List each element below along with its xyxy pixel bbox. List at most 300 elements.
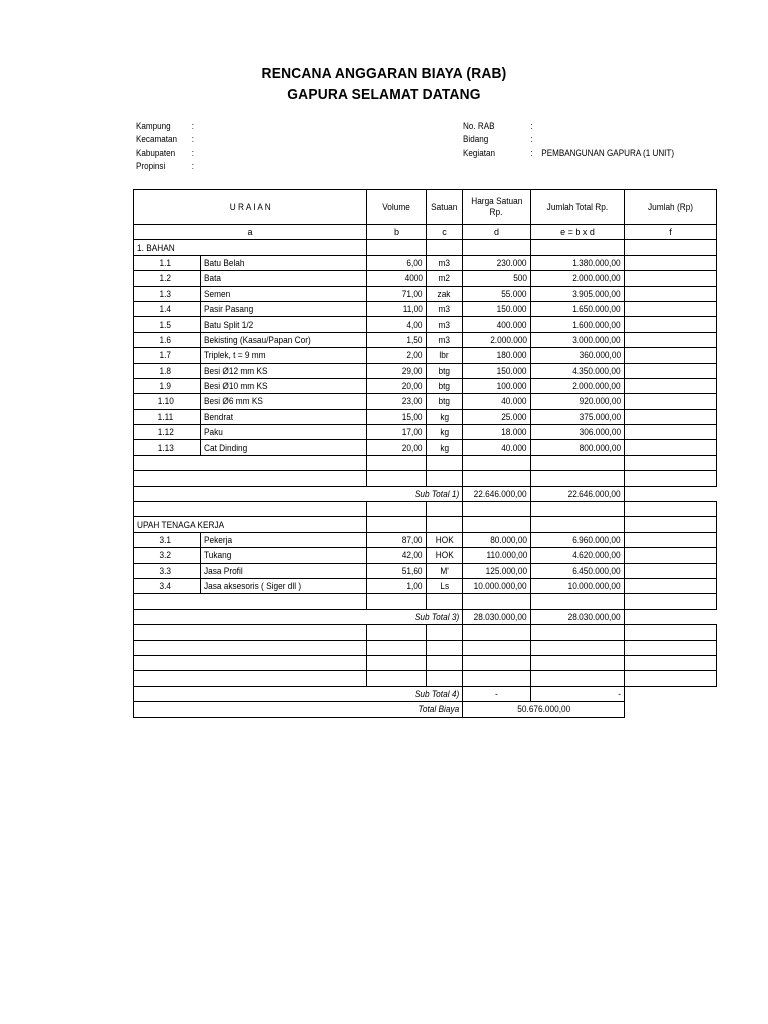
item-no-text: 1.12 bbox=[157, 427, 174, 438]
header-harga-line1: Harga Satuan bbox=[470, 196, 523, 206]
item-total-text: 360.000,00 bbox=[579, 350, 621, 361]
cell-empty bbox=[531, 594, 625, 609]
item-volume bbox=[367, 301, 427, 316]
item-total-text: 375.000,00 bbox=[579, 411, 621, 422]
empty-row bbox=[134, 625, 717, 640]
cell-empty bbox=[427, 671, 463, 686]
info-label: Bidang bbox=[463, 134, 489, 145]
cell-empty bbox=[134, 594, 367, 609]
subtotal-4-e-text: - bbox=[495, 688, 498, 699]
header-jumlah bbox=[625, 190, 717, 225]
letter-e: e = b x d bbox=[531, 225, 625, 240]
cell-empty bbox=[463, 625, 531, 640]
item-harga bbox=[463, 563, 531, 578]
item-jumlah bbox=[625, 301, 717, 316]
item-satuan bbox=[427, 317, 463, 332]
item-volume-text: 71,00 bbox=[402, 288, 423, 299]
item-harga-text: 150.000 bbox=[497, 365, 527, 376]
item-satuan bbox=[427, 548, 463, 563]
item-volume-text: 87,00 bbox=[402, 535, 423, 545]
item-volume bbox=[367, 317, 427, 332]
table-row bbox=[134, 409, 717, 424]
item-satuan-text: btg bbox=[438, 365, 451, 376]
subtotal-1 bbox=[134, 486, 717, 501]
header-harga-line2: Rp. bbox=[490, 207, 503, 217]
item-volume bbox=[367, 548, 427, 563]
item-harga-text: 150.000 bbox=[497, 304, 527, 315]
item-harga-text: 100.000 bbox=[497, 381, 527, 392]
item-no bbox=[134, 301, 201, 316]
item-no bbox=[134, 348, 201, 363]
item-total bbox=[531, 409, 625, 424]
info-separator: : bbox=[530, 121, 533, 131]
cell-empty bbox=[427, 240, 463, 255]
item-name-text: Cat Dinding bbox=[204, 442, 248, 453]
letter-d: d bbox=[463, 225, 531, 240]
cell-empty bbox=[531, 517, 625, 532]
item-satuan bbox=[427, 348, 463, 363]
section-upah-title bbox=[134, 517, 717, 532]
item-name bbox=[201, 317, 367, 332]
cell-empty bbox=[463, 517, 531, 532]
item-volume bbox=[367, 425, 427, 440]
item-satuan bbox=[427, 532, 463, 547]
item-name bbox=[201, 548, 367, 563]
item-volume-text: 1,50 bbox=[406, 334, 423, 345]
table-row bbox=[134, 332, 717, 347]
item-volume bbox=[367, 440, 427, 455]
total-value-text: 50.676.000,00 bbox=[517, 704, 570, 715]
info-right bbox=[463, 120, 733, 160]
cell-empty bbox=[427, 655, 463, 670]
item-harga bbox=[463, 301, 531, 316]
header-volume-text: Volume bbox=[382, 202, 411, 212]
cell-empty bbox=[367, 594, 427, 609]
cell-empty bbox=[367, 517, 427, 532]
item-harga bbox=[463, 255, 531, 270]
item-name-text: Jasa Profil bbox=[204, 565, 243, 576]
table-row bbox=[134, 317, 717, 332]
item-no bbox=[134, 332, 201, 347]
item-harga bbox=[463, 532, 531, 547]
item-total-text: 4.620.000,00 bbox=[572, 550, 621, 561]
cell-empty bbox=[427, 640, 463, 655]
cell-empty bbox=[367, 471, 427, 486]
subtotal-4 bbox=[134, 686, 717, 701]
document-subtitle: GAPURA SELAMAT DATANG bbox=[287, 86, 481, 103]
item-harga bbox=[463, 409, 531, 424]
item-no bbox=[134, 286, 201, 301]
table-row bbox=[134, 532, 717, 547]
info-separator: : bbox=[191, 134, 195, 145]
cell-empty bbox=[134, 455, 367, 470]
item-name-text: Besi Ø10 mm KS bbox=[204, 381, 268, 392]
item-volume bbox=[367, 532, 427, 547]
table-row bbox=[134, 563, 717, 578]
info-label: No. RAB bbox=[463, 121, 495, 131]
item-volume-text: 11,00 bbox=[402, 304, 423, 315]
info-label: Kampung bbox=[136, 121, 171, 131]
cell-empty bbox=[367, 240, 427, 255]
item-satuan bbox=[427, 301, 463, 316]
item-no bbox=[134, 425, 201, 440]
info-row-bidang bbox=[463, 133, 733, 146]
item-no-text: 1.2 bbox=[159, 273, 172, 284]
cell-empty bbox=[463, 671, 531, 686]
item-total bbox=[531, 332, 625, 347]
item-jumlah bbox=[625, 255, 717, 270]
item-satuan bbox=[427, 255, 463, 270]
empty-row bbox=[134, 455, 717, 470]
section-title bbox=[134, 240, 367, 255]
cell-empty bbox=[463, 471, 531, 486]
item-harga bbox=[463, 348, 531, 363]
item-satuan-text: kg bbox=[440, 427, 449, 438]
letter-row bbox=[134, 225, 717, 240]
item-no-text: 1.10 bbox=[157, 396, 174, 407]
item-no-text: 1.7 bbox=[159, 350, 172, 361]
info-value: PEMBANGUNAN GAPURA (1 UNIT) bbox=[541, 147, 675, 158]
item-jumlah bbox=[625, 425, 717, 440]
item-total bbox=[531, 271, 625, 286]
item-satuan-text: HOK bbox=[435, 550, 454, 561]
item-no bbox=[134, 440, 201, 455]
total-value bbox=[463, 702, 625, 717]
cell-empty bbox=[367, 655, 427, 670]
item-satuan bbox=[427, 563, 463, 578]
info-label: Kecamatan bbox=[136, 134, 177, 145]
subtotal-3-f-text: 28.030.000,00 bbox=[568, 611, 621, 622]
item-total bbox=[531, 255, 625, 270]
cell-empty bbox=[427, 594, 463, 609]
empty-row bbox=[134, 671, 717, 686]
item-total bbox=[531, 563, 625, 578]
cell-empty bbox=[463, 640, 531, 655]
item-volume-text: 20,00 bbox=[402, 442, 423, 453]
cell-empty bbox=[427, 455, 463, 470]
item-no bbox=[134, 317, 201, 332]
item-no-text: 1.5 bbox=[159, 319, 172, 330]
item-name bbox=[201, 271, 367, 286]
item-total bbox=[531, 440, 625, 455]
item-name-text: Bendrat bbox=[204, 411, 234, 422]
item-volume bbox=[367, 271, 427, 286]
cell-empty bbox=[625, 625, 717, 640]
item-harga-text: 18.000 bbox=[501, 427, 527, 438]
item-no bbox=[134, 378, 201, 393]
document-title: RENCANA ANGGARAN BIAYA (RAB) bbox=[261, 65, 507, 82]
item-satuan bbox=[427, 425, 463, 440]
table-row bbox=[134, 363, 717, 378]
letter-c: c bbox=[427, 225, 463, 240]
header-uraian-text: U R A I A N bbox=[229, 202, 271, 212]
item-harga-text: 2.000.000 bbox=[490, 334, 527, 345]
item-volume-text: 20,00 bbox=[402, 381, 423, 392]
item-total bbox=[531, 532, 625, 547]
table-row bbox=[134, 286, 717, 301]
item-harga bbox=[463, 440, 531, 455]
item-harga bbox=[463, 271, 531, 286]
info-row-kegiatan bbox=[463, 147, 733, 160]
subtotal-4-e bbox=[463, 686, 531, 701]
item-harga-text: 25.000 bbox=[501, 411, 527, 422]
item-jumlah bbox=[625, 286, 717, 301]
item-volume bbox=[367, 363, 427, 378]
item-jumlah bbox=[625, 440, 717, 455]
subtotal-3-label-text: Sub Total 3) bbox=[414, 611, 459, 622]
item-total-text: 1.650.000,00 bbox=[572, 304, 621, 315]
item-volume-text: 15,00 bbox=[402, 411, 423, 422]
subtotal-3-e bbox=[463, 609, 531, 624]
item-total bbox=[531, 378, 625, 393]
item-no bbox=[134, 532, 201, 547]
item-no bbox=[134, 409, 201, 424]
item-name bbox=[201, 378, 367, 393]
item-name-text: Paku bbox=[204, 427, 223, 438]
item-no-text: 1.3 bbox=[159, 288, 172, 299]
item-harga-text: 180.000 bbox=[497, 350, 527, 361]
section-bahan-title bbox=[134, 240, 717, 255]
item-name-text: Bekisting (Kasau/Papan Cor) bbox=[204, 334, 311, 345]
table-row bbox=[134, 440, 717, 455]
item-jumlah bbox=[625, 532, 717, 547]
table-row bbox=[134, 378, 717, 393]
item-name-text: Batu Split 1/2 bbox=[204, 319, 254, 330]
item-name bbox=[201, 394, 367, 409]
item-total-text: 3.000.000,00 bbox=[572, 334, 621, 345]
cell-empty bbox=[463, 502, 531, 517]
item-total bbox=[531, 425, 625, 440]
item-no-text: 3.1 bbox=[159, 535, 172, 545]
item-satuan-text: Ls bbox=[440, 581, 449, 592]
cell-empty bbox=[531, 640, 625, 655]
item-total-text: 2.000.000,00 bbox=[572, 273, 621, 284]
item-total bbox=[531, 394, 625, 409]
item-total-text: 3.905.000,00 bbox=[572, 288, 621, 299]
cell-empty bbox=[367, 502, 427, 517]
item-no bbox=[134, 271, 201, 286]
info-separator: : bbox=[191, 121, 195, 131]
header-satuan bbox=[427, 190, 463, 225]
subtotal-1-label-text: Sub Total 1) bbox=[414, 488, 459, 499]
item-harga bbox=[463, 425, 531, 440]
item-harga-text: 500 bbox=[513, 273, 527, 284]
cell-empty bbox=[531, 502, 625, 517]
info-row-no-rab bbox=[463, 120, 733, 133]
header-volume bbox=[367, 190, 427, 225]
cell-empty bbox=[625, 471, 717, 486]
subtotal-3-label bbox=[134, 609, 463, 624]
item-no-text: 1.6 bbox=[159, 334, 172, 345]
empty-row bbox=[134, 640, 717, 655]
cell-empty bbox=[367, 671, 427, 686]
cell-empty bbox=[625, 517, 717, 532]
item-harga bbox=[463, 363, 531, 378]
item-total-text: 10.000.000,00 bbox=[568, 581, 621, 592]
item-name bbox=[201, 286, 367, 301]
item-volume bbox=[367, 563, 427, 578]
item-no bbox=[134, 563, 201, 578]
item-satuan-text: btg bbox=[438, 381, 451, 392]
rab-table bbox=[133, 189, 717, 718]
item-no bbox=[134, 363, 201, 378]
item-harga-text: 80.000,00 bbox=[490, 535, 527, 545]
item-no-text: 1.11 bbox=[157, 411, 174, 422]
item-harga-text: 125.000,00 bbox=[485, 565, 527, 576]
item-satuan-text: kg bbox=[440, 442, 449, 453]
item-jumlah bbox=[625, 363, 717, 378]
cell-empty bbox=[625, 640, 717, 655]
total-row bbox=[134, 702, 717, 717]
info-row-kabupaten bbox=[136, 147, 280, 160]
header-jumlah-text: Jumlah (Rp) bbox=[647, 202, 694, 212]
item-no-text: 3.2 bbox=[159, 550, 172, 561]
item-name-text: Pekerja bbox=[204, 535, 233, 545]
item-name-text: Pasir Pasang bbox=[204, 304, 254, 315]
item-total-text: 920.000,00 bbox=[579, 396, 621, 407]
item-jumlah bbox=[625, 332, 717, 347]
cell-empty bbox=[463, 594, 531, 609]
item-satuan bbox=[427, 394, 463, 409]
item-name bbox=[201, 578, 367, 593]
info-separator: : bbox=[530, 147, 533, 158]
header-jumlah-total-text: Jumlah Total Rp. bbox=[546, 202, 609, 212]
table-row bbox=[134, 425, 717, 440]
item-total bbox=[531, 317, 625, 332]
item-satuan bbox=[427, 409, 463, 424]
cell-empty bbox=[531, 455, 625, 470]
item-satuan bbox=[427, 271, 463, 286]
item-name-text: Batu Belah bbox=[204, 257, 245, 268]
info-separator: : bbox=[191, 161, 195, 172]
section-title-text: 1. BAHAN bbox=[137, 242, 175, 253]
item-name bbox=[201, 409, 367, 424]
cell-empty bbox=[531, 625, 625, 640]
cell-empty bbox=[531, 671, 625, 686]
subtotal-3 bbox=[134, 609, 717, 624]
cell-empty bbox=[134, 471, 367, 486]
item-no-text: 1.13 bbox=[157, 442, 174, 453]
item-name bbox=[201, 532, 367, 547]
item-total-text: 6.960.000,00 bbox=[572, 535, 621, 545]
item-no-text: 1.8 bbox=[159, 365, 172, 376]
cell-empty bbox=[463, 240, 531, 255]
info-row-propinsi bbox=[136, 160, 280, 173]
item-harga-text: 400.000 bbox=[497, 319, 527, 330]
subtotal-1-f bbox=[531, 486, 625, 501]
subtotal-4-label-text: Sub Total 4) bbox=[414, 688, 459, 699]
item-total-text: 4.350.000,00 bbox=[572, 365, 621, 376]
header-harga bbox=[463, 190, 531, 225]
item-satuan bbox=[427, 363, 463, 378]
item-no-text: 1.9 bbox=[159, 381, 172, 392]
cell-empty bbox=[134, 502, 367, 517]
cell-empty bbox=[531, 471, 625, 486]
item-satuan bbox=[427, 578, 463, 593]
item-harga bbox=[463, 378, 531, 393]
subtotal-3-f bbox=[531, 609, 625, 624]
item-jumlah bbox=[625, 394, 717, 409]
item-harga bbox=[463, 286, 531, 301]
item-name bbox=[201, 301, 367, 316]
cell-empty bbox=[531, 240, 625, 255]
cell-empty bbox=[367, 625, 427, 640]
item-name bbox=[201, 440, 367, 455]
item-jumlah bbox=[625, 378, 717, 393]
cell-empty bbox=[463, 455, 531, 470]
table-header-row bbox=[134, 190, 717, 225]
cell-empty bbox=[427, 517, 463, 532]
item-total-text: 2.000.000,00 bbox=[572, 381, 621, 392]
item-volume bbox=[367, 255, 427, 270]
item-volume bbox=[367, 332, 427, 347]
item-satuan bbox=[427, 378, 463, 393]
item-name-text: Besi Ø6 mm KS bbox=[204, 396, 263, 407]
item-satuan-text: kg bbox=[440, 411, 449, 422]
subtotal-1-f-text: 22.646.000,00 bbox=[568, 488, 621, 499]
item-no-text: 3.3 bbox=[159, 565, 172, 576]
item-harga bbox=[463, 317, 531, 332]
item-volume-text: 6,00 bbox=[406, 257, 423, 268]
item-jumlah bbox=[625, 271, 717, 286]
item-volume bbox=[367, 394, 427, 409]
item-volume bbox=[367, 286, 427, 301]
cell-empty bbox=[625, 655, 717, 670]
item-name bbox=[201, 255, 367, 270]
item-jumlah bbox=[625, 563, 717, 578]
item-harga-text: 40.000 bbox=[501, 396, 527, 407]
letter-f: f bbox=[625, 225, 717, 240]
item-satuan-text: M' bbox=[440, 565, 449, 576]
item-volume-text: 23,00 bbox=[402, 396, 423, 407]
empty-row bbox=[134, 471, 717, 486]
cell-empty bbox=[625, 455, 717, 470]
item-no bbox=[134, 578, 201, 593]
header-jumlah-total bbox=[531, 190, 625, 225]
subtotal-4-f-text: - bbox=[618, 688, 621, 699]
table-row bbox=[134, 255, 717, 270]
item-volume bbox=[367, 409, 427, 424]
item-harga bbox=[463, 394, 531, 409]
item-name bbox=[201, 348, 367, 363]
item-volume-text: 17,00 bbox=[402, 427, 423, 438]
item-jumlah bbox=[625, 548, 717, 563]
item-volume-text: 4000 bbox=[404, 273, 423, 284]
cell-empty bbox=[427, 502, 463, 517]
item-total bbox=[531, 286, 625, 301]
table-row bbox=[134, 578, 717, 593]
item-harga-text: 40.000 bbox=[501, 442, 527, 453]
item-harga-text: 110.000,00 bbox=[486, 550, 527, 561]
table-row bbox=[134, 394, 717, 409]
item-name bbox=[201, 425, 367, 440]
item-satuan-text: HOK bbox=[435, 535, 454, 545]
subtotal-1-label bbox=[134, 486, 463, 501]
item-volume bbox=[367, 348, 427, 363]
letter-a: a bbox=[134, 225, 367, 240]
item-jumlah bbox=[625, 409, 717, 424]
item-name-text: Semen bbox=[204, 288, 231, 299]
cell-empty bbox=[134, 625, 367, 640]
item-volume-text: 1,00 bbox=[406, 581, 423, 592]
item-harga-text: 10.000.000,00 bbox=[474, 581, 527, 592]
item-volume bbox=[367, 378, 427, 393]
subtotal-4-f bbox=[531, 686, 625, 701]
item-volume-text: 51,60 bbox=[402, 565, 423, 576]
item-harga bbox=[463, 332, 531, 347]
cell-empty bbox=[625, 671, 717, 686]
table-row bbox=[134, 301, 717, 316]
